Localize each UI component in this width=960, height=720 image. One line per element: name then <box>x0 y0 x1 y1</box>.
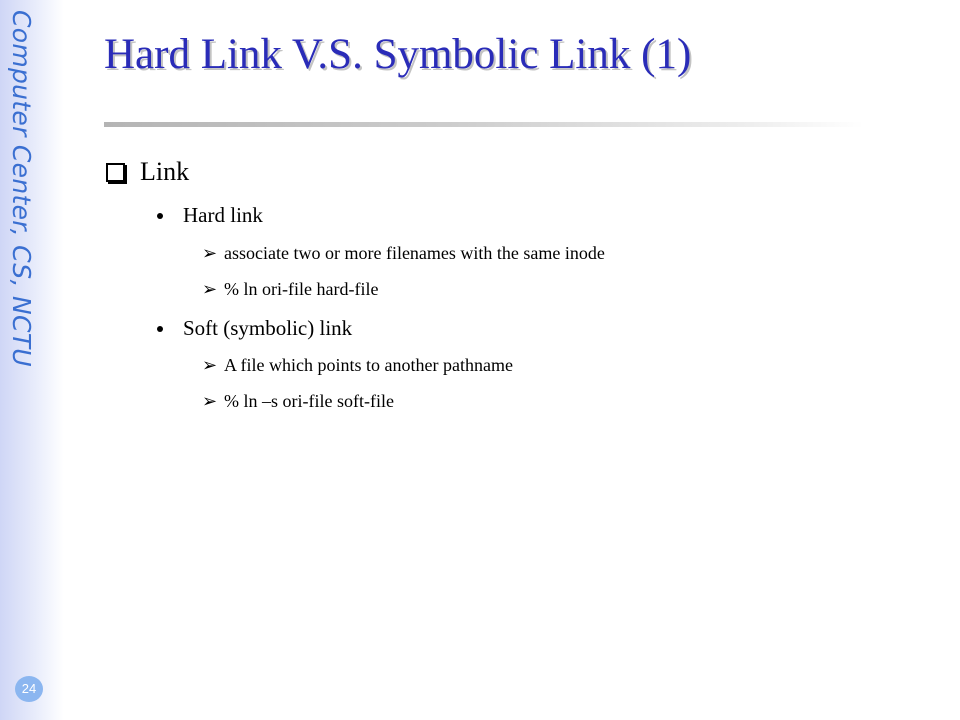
bullet-hard-link-cmd: % ln ori-file hard-file <box>224 279 379 299</box>
arrowhead-icon: ➢ <box>202 243 218 264</box>
round-dot-icon <box>157 213 163 219</box>
bullet-hard-link-desc: associate two or more filenames with the same inode <box>224 243 605 263</box>
title-divider <box>104 122 864 127</box>
sidebar-label: Computer Center, CS, NCTU <box>7 10 36 367</box>
bullet-soft-link-cmd: % ln –s ori-file soft-file <box>224 391 394 411</box>
sidebar <box>0 0 64 720</box>
bullet-hard-link: Hard link <box>183 203 263 227</box>
hollow-square-icon <box>106 163 125 182</box>
arrowhead-icon: ➢ <box>202 279 218 300</box>
arrowhead-icon: ➢ <box>202 391 218 412</box>
bullet-link: Link <box>140 157 190 186</box>
slide-title: Hard Link V.S. Symbolic Link (1) <box>104 31 692 78</box>
bullet-soft-link-desc: A file which points to another pathname <box>224 355 513 375</box>
arrowhead-icon: ➢ <box>202 355 218 376</box>
bullet-soft-link: Soft (symbolic) link <box>183 316 353 340</box>
page-number-badge: 24 <box>15 676 43 702</box>
round-dot-icon <box>157 326 163 332</box>
